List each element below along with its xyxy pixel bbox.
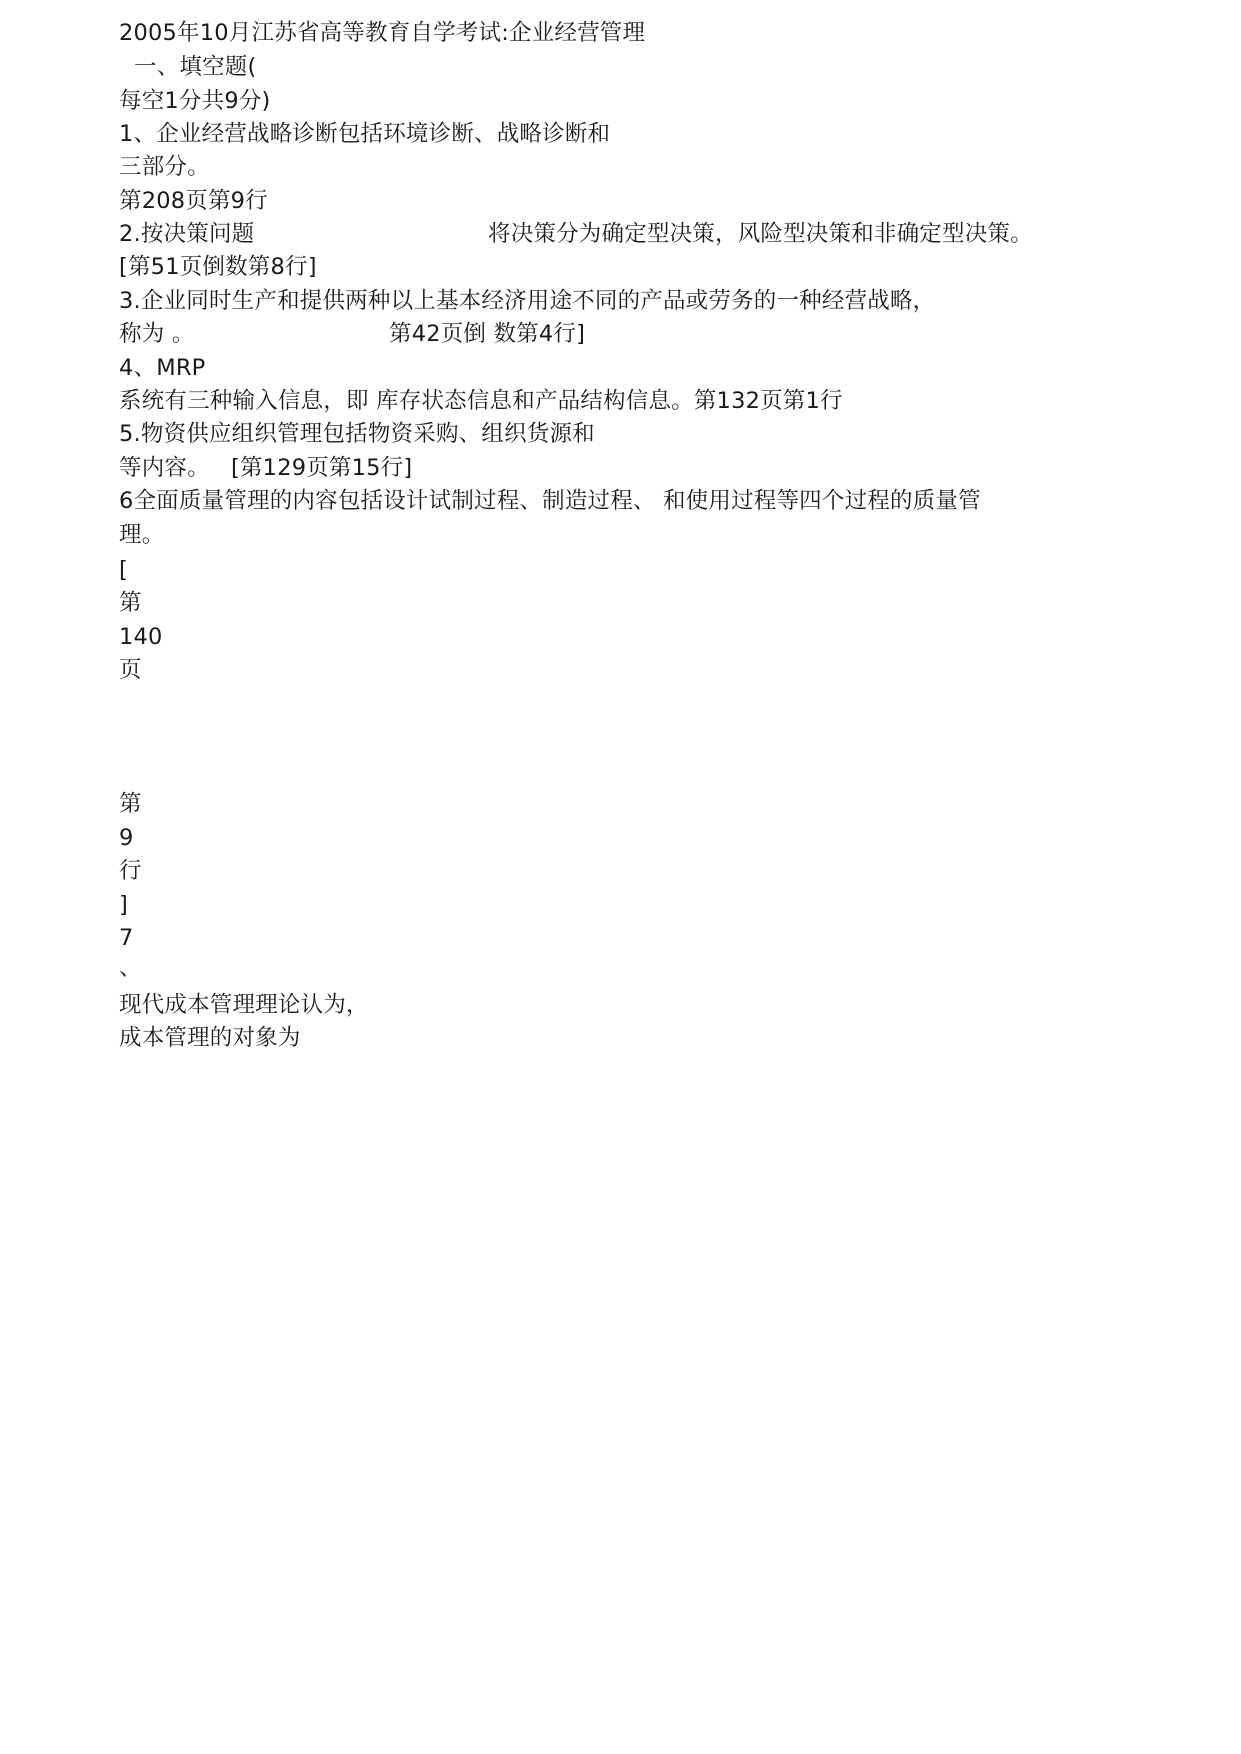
question-6-ref-fragment: 140 [119, 624, 163, 650]
question-4-text: 4、MRP [119, 355, 206, 381]
question-6-ref-fragment: [ [119, 557, 128, 583]
question-5-continuation: 等内容。 [119, 455, 210, 481]
document-title: 2005年10月江苏省高等教育自学考试:企业经营管理 [119, 20, 646, 46]
question-3-text: 3.企业同时生产和提供两种以上基本经济用途不同的产品或劳务的一种经营战略， [119, 288, 936, 314]
question-1-text: 1、企业经营战略诊断包括环境诊断、战略诊断和 [119, 121, 611, 147]
question-1-continuation: 三部分。 [119, 154, 210, 180]
question-6-ref-fragment: 第 [119, 590, 142, 616]
section-heading: 一、填空题( [134, 54, 257, 80]
question-5-reference: [第129页第15行] [231, 455, 413, 481]
question-3-continuation: 称为 。 [119, 321, 195, 347]
question-7-number: 7 [119, 925, 134, 951]
question-7-text: 现代成本管理理论认为， [119, 992, 369, 1018]
question-7-mark: 、 [119, 955, 142, 981]
question-4-continuation: 系统有三种输入信息，即 库存状态信息和产品结构信息。第132页第1行 [119, 388, 843, 414]
question-6-text: 6全面质量管理的内容包括设计试制过程、制造过程、 和使用过程等四个过程的质量管 [119, 488, 981, 514]
question-6-ref-fragment: 9 [119, 825, 134, 851]
question-3-reference: 第42页倒 数第4行] [389, 321, 586, 347]
question-6-ref-fragment: 页 [119, 657, 142, 683]
question-2-text-end: 将决策分为确定型决策，风险型决策和非确定型决策。 [488, 221, 1033, 247]
question-2-text-start: 2.按决策问题 [119, 221, 255, 247]
question-5-text: 5.物资供应组织管理包括物资采购、组织货源和 [119, 421, 595, 447]
question-1-reference: 第208页第9行 [119, 188, 268, 214]
question-7-continuation: 成本管理的对象为 [119, 1025, 301, 1051]
score-note: 每空1分共9分) [119, 88, 271, 114]
question-6-ref-fragment: 行 [119, 858, 142, 884]
question-6-continuation: 理。 [119, 522, 165, 548]
question-2-reference: [第51页倒数第8行] [119, 254, 317, 280]
question-6-ref-fragment: ] [119, 892, 128, 918]
question-6-ref-fragment: 第 [119, 791, 142, 817]
